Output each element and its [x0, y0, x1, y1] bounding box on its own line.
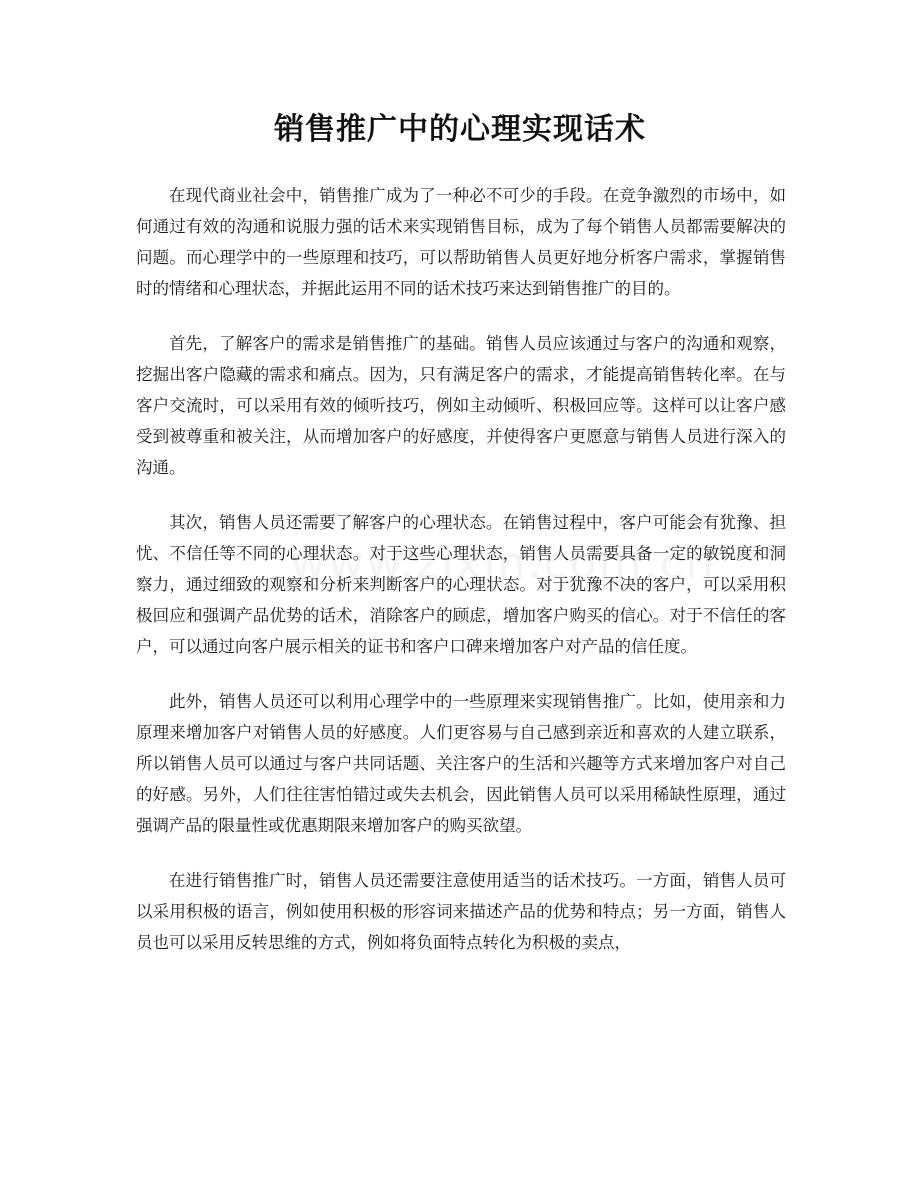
paragraph-2: 首先，了解客户的需求是销售推广的基础。销售人员应该通过与客户的沟通和观察，挖掘出客户隐藏的需求和痛点。因为，只有满足客户的需求，才能提高销售转化率。在与客户交流时，可以采用有效的倾听技巧，例如主动倾听、积极回应等。这样可以让客户感受到被尊重和被关注，从而增加客户的好感度，并使得客户更愿意与销售人员进行深入的沟通。	[136, 334, 786, 477]
paragraph-1: 在现代商业社会中，销售推广成为了一种必不可少的手段。在竞争激烈的市场中，如何通过有效的沟通和说服力强的话术来实现销售目标，成为了每个销售人员都需要解决的问题。而心理学中的一些原理和技巧，可以帮助销售人员更好地分析客户需求，掌握销售时的情绪和心理状态，并据此运用不同的话术技巧来达到销售推广的目的。	[136, 186, 786, 298]
document-title: 销售推广中的心理实现话术	[274, 112, 646, 147]
document-body	[136, 180, 786, 982]
paragraph-4: 此外，销售人员还可以利用心理学中的一些原理来实现销售推广。比如，使用亲和力原理来增加客户对销售人员的好感度。人们更容易与自己感到亲近和喜欢的人建立联系，所以销售人员可以通过与客户共同话题、关注客户的生活和兴趣等方式来增加客户对自己的好感。另外，人们往往害怕错过或失去机会，因此销售人员可以采用稀缺性原理，通过强调产品的限量性或优惠期限来增加客户的购买欲望。	[136, 692, 786, 835]
paragraph-5: 在进行销售推广时，销售人员还需要注意使用适当的话术技巧。一方面，销售人员可以采用积极的语言，例如使用积极的形容词来描述产品的优势和特点；另一方面，销售人员也可以采用反转思维的方式，例如将负面特点转化为积极的卖点，	[136, 871, 786, 952]
paragraph-3: 其次，销售人员还需要了解客户的心理状态。在销售过程中，客户可能会有犹豫、担忧、不信任等不同的心理状态。对于这些心理状态，销售人员需要具备一定的敏锐度和洞察力，通过细致的观察和分析来判断客户的心理状态。对于犹豫不决的客户，可以采用积极回应和强调产品优势的话术，消除客户的顾虑，增加客户购买的信心。对于不信任的客户，可以通过向客户展示相关的证书和客户口碑来增加客户对产品的信任度。	[136, 513, 786, 656]
